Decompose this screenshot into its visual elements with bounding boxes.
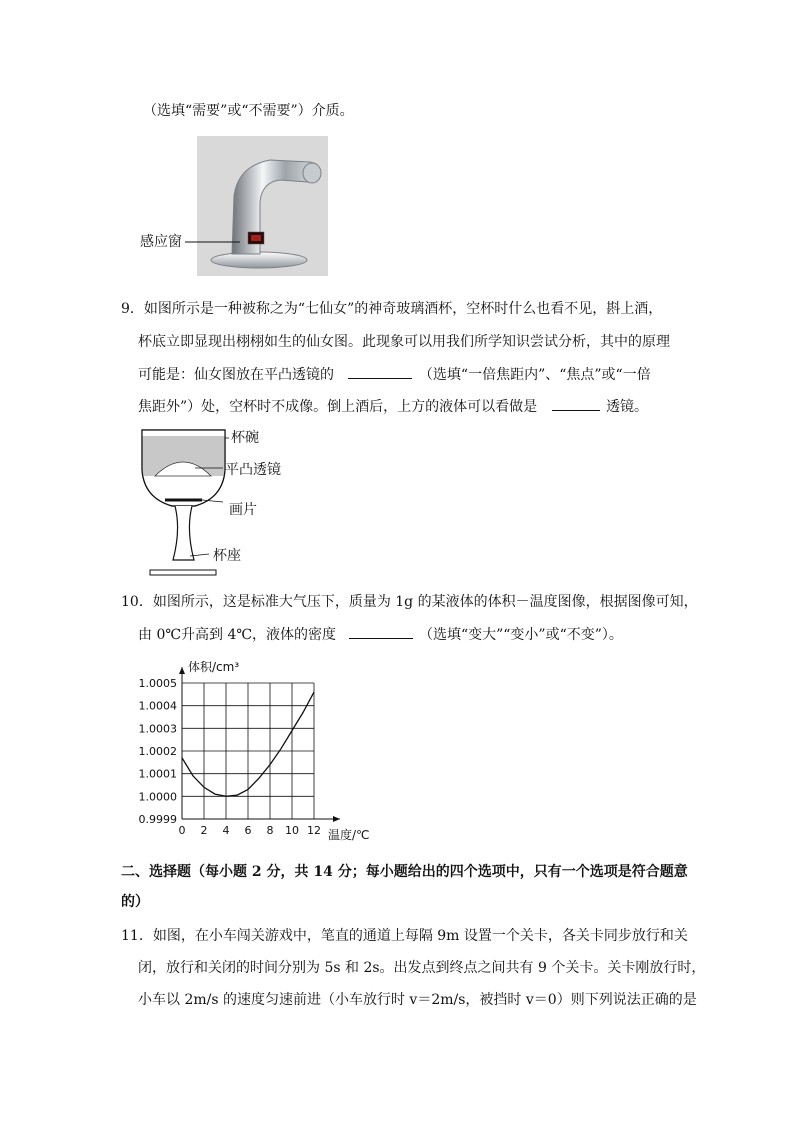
section-2-heading-line-2: 的） <box>121 894 149 910</box>
x-tick-label-5: 10 <box>285 824 299 837</box>
fill-instruction-line: （选填“需要”或“不需要”）介质。 <box>143 103 354 119</box>
q9-line-2: 杯底立即显现出栩栩如生的仙女图。此现象可以用我们所学知识尝试分析，其中的原理 <box>138 334 670 350</box>
y-tick-label-4: 1.0003 <box>138 722 177 736</box>
base-label: 杯座 <box>213 548 241 564</box>
q9-line-3-end: （选填“一倍焦距内”、“焦点”或“一倍 <box>418 367 651 383</box>
faucet-figure <box>140 136 340 276</box>
q9-line-3 <box>138 364 651 385</box>
y-tick-label-1: 1.0000 <box>138 790 177 804</box>
q11-line-2: 闭，放行和关闭的时间分别为 5s 和 2s。出发点到终点之间共有 9 个关卡。关卡刚放行时， <box>138 960 706 976</box>
q9-line-1: 9．如图所示是一种被称之为“七仙女”的神奇玻璃酒杯，空杯时什么也看不见，斟上酒， <box>121 301 663 317</box>
q11-line-1: 11．如图，在小车闯关游戏中，笔直的通道上每隔 9m 设置一个关卡，各关卡同步放行和关 <box>121 928 688 944</box>
answer-blank-1[interactable] <box>348 364 412 379</box>
q9-line-4 <box>138 396 648 417</box>
q10-line-1: 10．如图所示，这是标准大气压下，质量为 1g 的某液体的体积－温度图像，根据图像可知， <box>121 594 698 610</box>
bowl-label: 杯碗 <box>231 430 259 446</box>
volume-temperature-chart <box>130 655 390 850</box>
x-tick-label-6: 12 <box>307 824 321 837</box>
section-2-heading-line-1: 二、选择题（每小题 2 分，共 14 分；每小题给出的四个选项中，只有一个选项是符合题意 <box>121 864 688 880</box>
x-tick-label-4: 8 <box>266 824 274 837</box>
y-tick-label-0: 0.9999 <box>138 813 177 826</box>
x-axis-arrow <box>333 816 340 822</box>
answer-blank-2[interactable] <box>552 396 600 411</box>
x-tick-label-2: 4 <box>222 824 230 837</box>
x-tick-label-0: 0 <box>178 824 186 837</box>
y-axis-arrow <box>179 667 185 674</box>
lens-label: 平凸透镜 <box>225 462 281 478</box>
y-axis-label: 体积/cm³ <box>188 660 240 674</box>
answer-blank-3[interactable] <box>349 624 413 639</box>
cup-figure <box>135 420 315 580</box>
q9-line-3-start: 可能是：仙女图放在平凸透镜的 <box>138 367 334 383</box>
y-tick-label-6: 1.0005 <box>138 677 177 690</box>
q9-line-4-start: 焦距外”）处，空杯时不成像。倒上酒后，上方的液体可以看做是 <box>138 399 538 415</box>
q9-line-4-end: 透镜。 <box>606 399 649 415</box>
x-tick-label-1: 2 <box>200 824 208 837</box>
q10-line-2-end: （选填“变大”“变小”或“不变”）。 <box>418 627 623 643</box>
sensor-window-label: 感应窗 <box>140 234 182 250</box>
faucet-photo <box>140 136 340 276</box>
y-tick-label-3: 1.0002 <box>138 745 177 758</box>
picture-label: 画片 <box>229 502 257 518</box>
q10-line-2-start: 由 0℃升高到 4℃，液体的密度 <box>138 627 337 643</box>
y-tick-label-2: 1.0001 <box>138 767 177 781</box>
y-tick-label-5: 1.0004 <box>138 699 177 713</box>
x-axis-label: 温度/℃ <box>328 828 370 842</box>
q10-line-2 <box>138 624 623 645</box>
x-tick-label-3: 6 <box>244 824 252 837</box>
q11-line-3: 小车以 2m/s 的速度匀速前进（小车放行时 v＝2m/s，被挡时 v＝0）则下列说法正确的是 <box>138 992 697 1008</box>
